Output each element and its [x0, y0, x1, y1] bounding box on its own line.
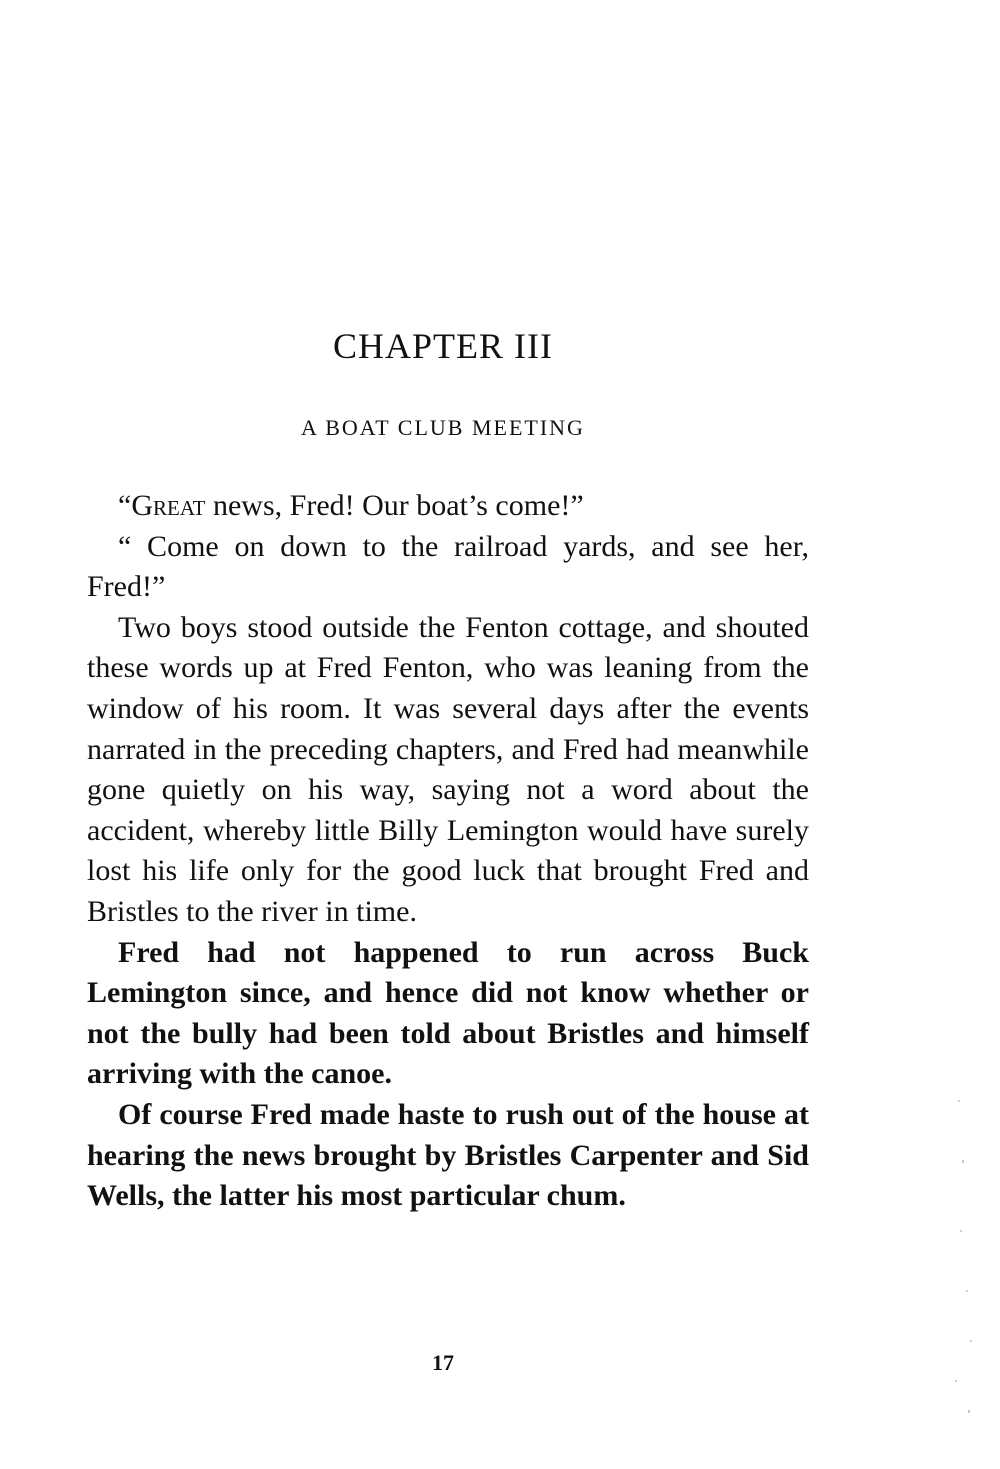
paragraph-5 — [87, 1095, 809, 1217]
paragraph-1-first-word: “Great — [118, 489, 206, 522]
paragraph-4 — [87, 933, 809, 1095]
paragraph-1 — [87, 486, 809, 527]
paragraph-1-text: news, Fred! Our boat’s come!” — [205, 489, 584, 522]
paragraph-3 — [87, 608, 809, 933]
chapter-subtitle: A BOAT CLUB MEETING — [301, 415, 585, 440]
paragraph-4-text: Fred had not happened to run across Buck Lemington since, and hence did not know whether or not the bully had been told about Bristles and himself arriving with the canoe. — [87, 935, 809, 1091]
paragraph-2 — [87, 527, 809, 608]
page-number: 17 — [432, 1350, 454, 1375]
paragraph-2-text: “ Come on down to the railroad yards, and see her, Fred!” — [87, 529, 809, 604]
paragraph-3-text: Two boys stood outside the Fenton cottage, and shouted these words up at Fred Fenton, who was leaning from the window of his room. It was several days after the events narrated in the preceding chapters, and Fred had meanwhile gone quietly on his way, saying not a word about the accident, whereby little Billy Lemington would have surely lost his life only for the good luck that brought Fred and Bristles to the river in time. — [87, 610, 809, 928]
chapter-body — [87, 486, 809, 1217]
chapter-title: CHAPTER III — [333, 326, 553, 366]
paragraph-5-text: Of course Fred made haste to rush out of the house at hearing the news brought by Bristles Carpenter and Sid Wells, the latter his most particular chum. — [87, 1097, 809, 1213]
